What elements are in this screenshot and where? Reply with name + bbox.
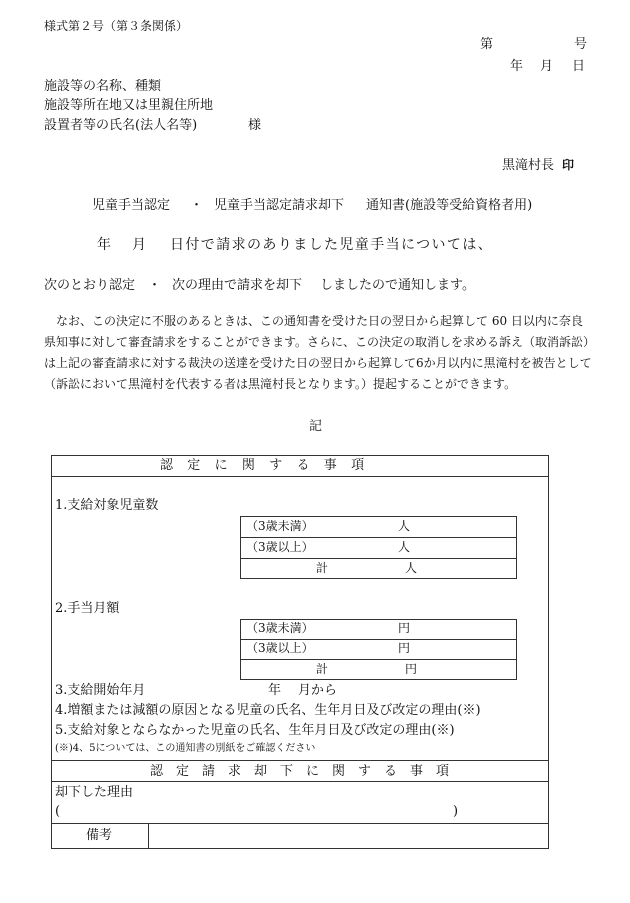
section2-header: 認定請求却下に関する事項	[150, 764, 463, 779]
number-suffix: 号	[574, 37, 588, 52]
remarks-column-divider	[148, 823, 149, 849]
monthly-amount-over3-unit: 円	[398, 641, 411, 655]
monthly-amount-total-label: 計	[316, 662, 329, 676]
founder-name-label: 設置者等の氏名(法人名等)	[44, 118, 198, 133]
sender-name: 黒滝村長	[502, 158, 555, 173]
seal-mark: 印	[562, 158, 575, 172]
child-count-row-divider	[240, 537, 517, 538]
rejection-reason-open-paren: (	[55, 804, 61, 819]
child-count-row-divider	[240, 558, 517, 559]
section2-divider-top	[51, 760, 549, 761]
remarks-label: 備考	[86, 828, 113, 843]
monthly-amount-total-unit: 円	[405, 662, 418, 676]
child-count-label: 1.支給対象児童数	[55, 498, 159, 513]
child-count-total-unit: 人	[405, 561, 418, 575]
body-line1-year: 年	[97, 237, 113, 253]
section2-divider-bottom	[51, 781, 549, 782]
payment-start-label: 3.支給開始年月	[55, 683, 146, 698]
body-line1-rest: 日付で請求のありました児童手当については、	[170, 237, 494, 253]
rejection-reason-close-paren: )	[453, 804, 459, 819]
child-count-over3-label: （3歳以上）	[246, 540, 314, 554]
title-option-certification: 児童手当認定	[92, 198, 171, 213]
monthly-amount-under3-unit: 円	[398, 621, 411, 635]
monthly-amount-row-divider	[240, 639, 517, 640]
body-line2-option-certify: 次のとおり認定	[44, 278, 136, 293]
excluded-children-label: 5.支給対象とならなかった児童の氏名、生年月日及び改定の理由(※)	[55, 723, 455, 738]
honorific: 様	[248, 118, 262, 133]
form-number: 様式第２号（第３条関係）	[44, 19, 189, 33]
remarks-divider	[51, 823, 549, 824]
date-year: 年	[510, 59, 524, 74]
rejection-reason-label: 却下した理由	[55, 785, 134, 800]
payment-start-year: 年	[268, 683, 282, 698]
monthly-amount-label: 2.手当月額	[55, 601, 120, 616]
body-line2-option-reject: 次の理由で請求を却下	[172, 278, 303, 293]
title-separator: ・	[190, 198, 204, 213]
body-line1-month: 月	[132, 237, 148, 253]
monthly-amount-under3-label: （3歳未満）	[246, 621, 314, 635]
revision-children-label: 4.増額または減額の原因となる児童の氏名、生年月日及び改定の理由(※)	[55, 703, 481, 718]
appeal-notice-paragraph: なお、この決定に不服のあるときは、この通知書を受けた日の翌日から起算して 60 日以内に奈良県知事に対して審査請求をすることができます。さらに、この決定の取消しを求める訴え（取消訴訟）は上記の審査請求に対する裁決の送達を受けた日の翌日から起算して6か月以内に黒滝村を被告として（訴訟において黒滝村を代表する者は黒滝村長となります。）提起することができます。	[44, 314, 592, 391]
title-option-rejection: 児童手当認定請求却下	[214, 198, 345, 213]
ki-mark: 記	[309, 419, 323, 434]
section1-divider	[51, 476, 549, 477]
attachment-note: (※)4、5については、この通知書の別紙をご確認ください	[55, 743, 316, 754]
date-day: 日	[572, 59, 586, 74]
section1-header: 認定に関する事項	[160, 458, 379, 473]
facility-address-label: 施設等所在地又は里親住所地	[44, 98, 214, 113]
monthly-amount-row-divider	[240, 659, 517, 660]
monthly-amount-over3-label: （3歳以上）	[246, 641, 314, 655]
title-suffix: 通知書(施設等受給資格者用)	[366, 198, 533, 213]
child-count-under3-label: （3歳未満）	[246, 519, 314, 533]
date-month: 月	[540, 59, 554, 74]
number-prefix: 第	[480, 37, 494, 52]
child-count-over3-unit: 人	[398, 540, 411, 554]
body-line2-separator: ・	[148, 278, 162, 293]
body-line2-rest: しましたので通知します。	[320, 278, 475, 293]
child-count-total-label: 計	[316, 561, 329, 575]
payment-start-month: 月から	[298, 683, 338, 698]
facility-name-label: 施設等の名称、種類	[44, 79, 162, 94]
child-count-under3-unit: 人	[398, 519, 411, 533]
